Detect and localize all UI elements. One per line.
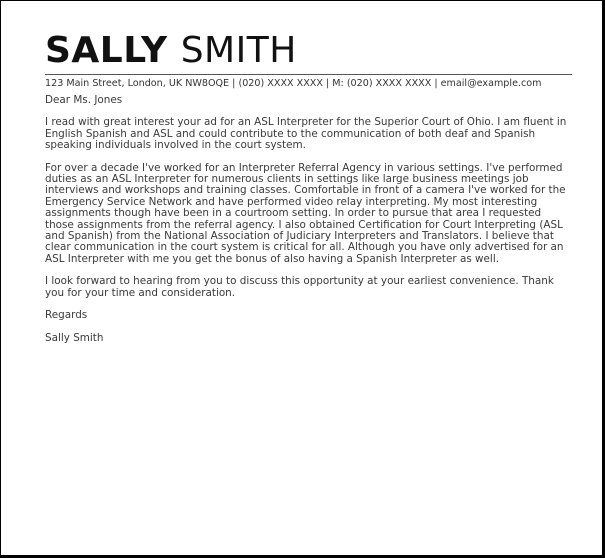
body-paragraph-3: I look forward to hearing from you to discuss this opportunity at your earliest convenience. Thank you for your time and consideration. (45, 275, 554, 299)
closing: Regards (45, 309, 88, 322)
body-paragraph-1: I read with great interest your ad for an ASL Interpreter for the Superior Court of Ohio. I am fluent in English Spanish and ASL and could contribute to the communication of both deaf and Spanish speaking individuals involved in the court system. (45, 116, 567, 152)
sender-first-name: SALLY (45, 30, 168, 71)
sender-name (45, 31, 572, 71)
signature-name: Sally Smith (45, 331, 104, 344)
salutation: Dear Ms. Jones (45, 94, 123, 106)
contact-line: 123 Main Street, London, UK NW8OQE | (020) XXXX XXXX | M: (020) XXXX XXXX | email@example.com (45, 74, 572, 89)
spacer (45, 322, 572, 333)
spacer (45, 299, 572, 310)
sender-last-name: SMITH (180, 30, 297, 71)
spacer (45, 152, 572, 163)
body-paragraph-2: For over a decade I've worked for an Interpreter Referral Agency in various settings. I've performed duties as an ASL Interpreter for numerous clients in settings like large business meetings job interviews and workshops and training classes. Comfortable in front of a camera I've worked for the Emergency Service Network and have performed video relay interpreting. My most interesting assignments though have been in a courtroom setting. In order to pursue that area I requested those assignments from the referral agency. I also obtained Certification for Court Interpreting (ASL and Spanish) from the National Association of Judiciary Interpreters and Translators. I believe that clear communication in the court system is critical for all. Although you have only advertised for an ASL Interpreter with me you get the bonus of also having a Spanish Interpreter as well. (45, 161, 566, 265)
